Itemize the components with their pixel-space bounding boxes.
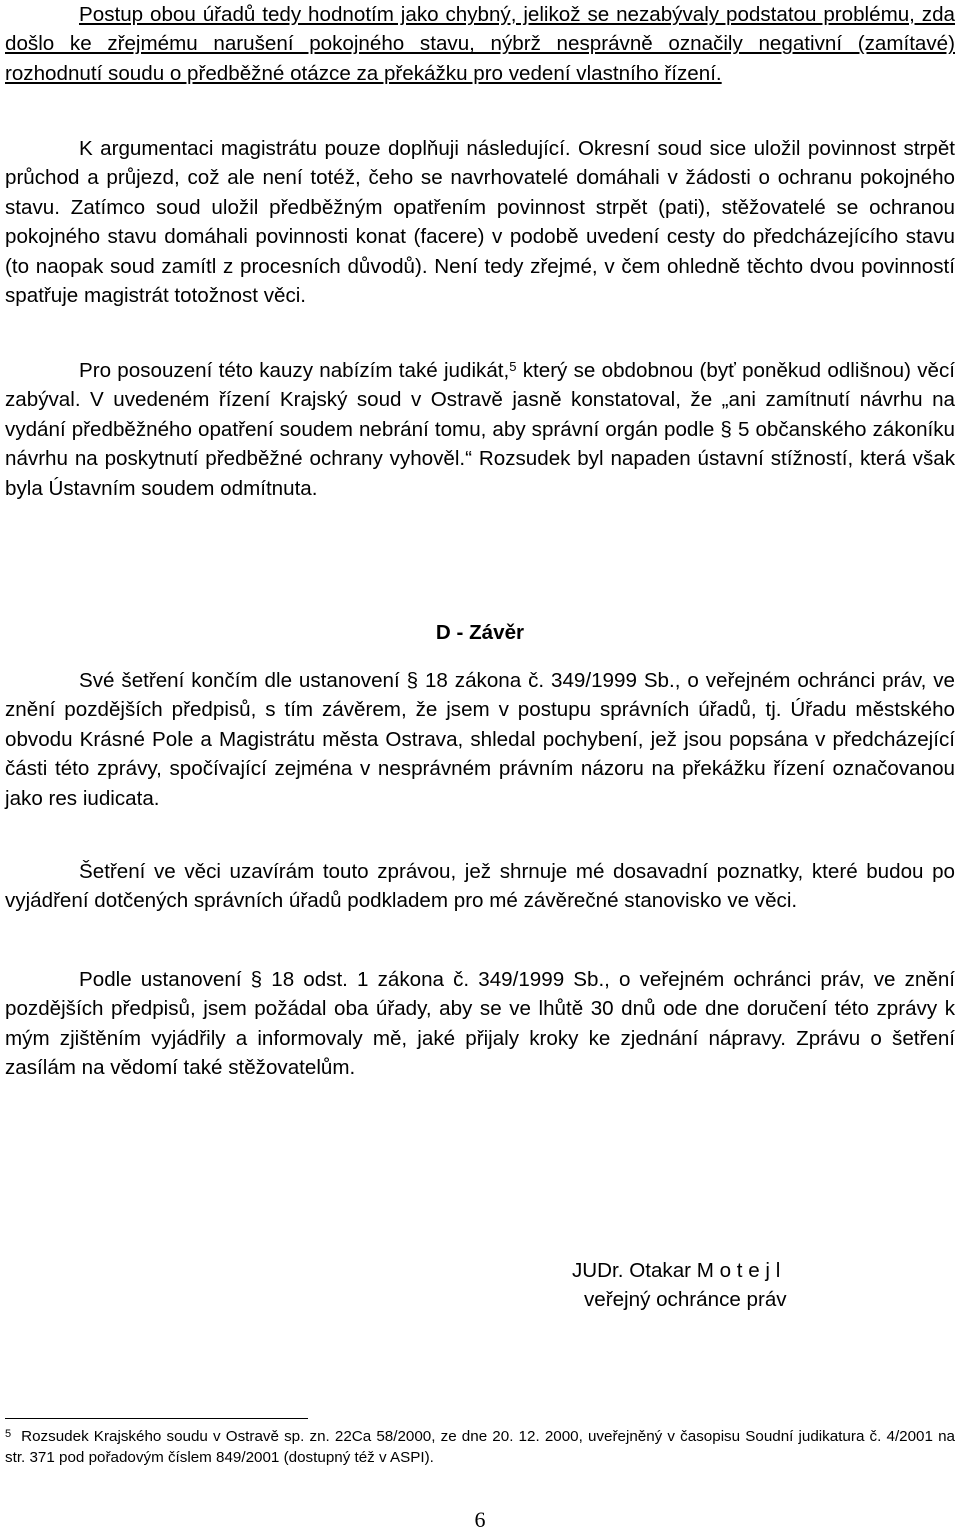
paragraph-conclusion: Své šetření končím dle ustanovení § 18 zákona č. 349/1999 Sb., o veřejném ochránci práv, ve znění pozdějších předpisů, s tím závěrem, že jsem v postupu správních úřadů, tj. Úřadu městského obvodu Krásné Pole a Magistrátu města Ostrava, shledal pochybení, jež jsou popsána v předcházející části této zprávy, spočívající zejména v nesprávném právním názoru na překážku řízení označovanou jako res iudicata. (5, 669, 955, 810)
paragraph-case-law (5, 356, 955, 503)
section-heading: D - Závěr (435, 621, 525, 644)
paragraph-assessment: Postup obou úřadů tedy hodnotím jako chybný, jelikož se nezabývaly podstatou problému, zda došlo ke zřejmému narušení pokojného stavu, nýbrž nesprávně označily negativní (zamítavé) rozhodnutí soudu o předběžné otázce za překážku pro vedení vlastního řízení. (5, 3, 955, 85)
footnote-text: Rozsudek Krajského soudu v Ostravě sp. zn. 22Ca 58/2000, ze dne 20. 12. 2000, uveřejněný v časopisu Soudní judikatura č. 4/2001 na str. 371 pod pořadovým číslem 849/2001 (dostupný též v ASPI). (5, 1428, 955, 1466)
paragraph-argumentation: K argumentaci magistrátu pouze doplňuji následující. Okresní soud sice uložil povinnost strpět průchod a průjezd, což ale není totéž, čeho se navrhovatelé domáhali v žádosti o ochranu pokojného stavu. Zatímco soud uložil předběžným opatřením povinnost strpět (pati), stěžovatelé se ochranou pokojného stavu domáhali povinnosti konat (facere) v podobě uvedení cesty do předcházejícího stavu (to naopak soud zamítl z procesních důvodů). Není tedy zřejmé, v čem ohledně těchto dvou povinností spatřuje magistrát totožnost věci. (5, 137, 955, 308)
footnote-divider (5, 1418, 308, 1419)
paragraph-request: Podle ustanovení § 18 odst. 1 zákona č. 349/1999 Sb., o veřejném ochránci práv, ve znění pozdějších předpisů, jsem požádal oba úřady, aby se ve lhůtě 30 dnů ode dne doručení této zprávy k mým zjištěním vyjádřily a informovaly mě, jaké přijaly kroky ke zjednání nápravy. Zprávu o šetření zasílám na vědomí také stěžovatelům. (5, 968, 955, 1080)
signature-name: JUDr. Otakar M o t e j l (572, 1259, 781, 1282)
paragraph-closing: Šetření ve věci uzavírám touto zprávou, jež shrnuje mé dosavadní poznatky, které budou po vyjádření dotčených správních úřadů podkladem pro mé závěrečné stanovisko ve věci. (5, 860, 955, 913)
case-law-intro: Pro posouzení této kauzy nabízím také judikát, (79, 359, 510, 382)
footnote-reference: 5 (509, 359, 517, 374)
footnote (5, 1426, 955, 1468)
signature-title: veřejný ochránce práv (584, 1288, 787, 1312)
footnote-marker: 5 (5, 1428, 12, 1440)
case-law-body: který se obdobnou (byť poněkud odlišnou) věcí zabýval. V uvedeném řízení Krajský soud v Ostravě jasně konstatoval, že „ani zamítnutí návrhu na vydání předběžného opatření soudem nebrání tomu, aby správní orgán podle § 5 občanského zákoníku návrhu na poskytnutí předběžné ochrany vyhověl.“ Rozsudek byl napaden ústavní stížností, která však byla Ústavním soudem odmítnuta. (5, 359, 955, 500)
page-number: 6 (474, 1507, 486, 1532)
signature-block (572, 1256, 872, 1315)
